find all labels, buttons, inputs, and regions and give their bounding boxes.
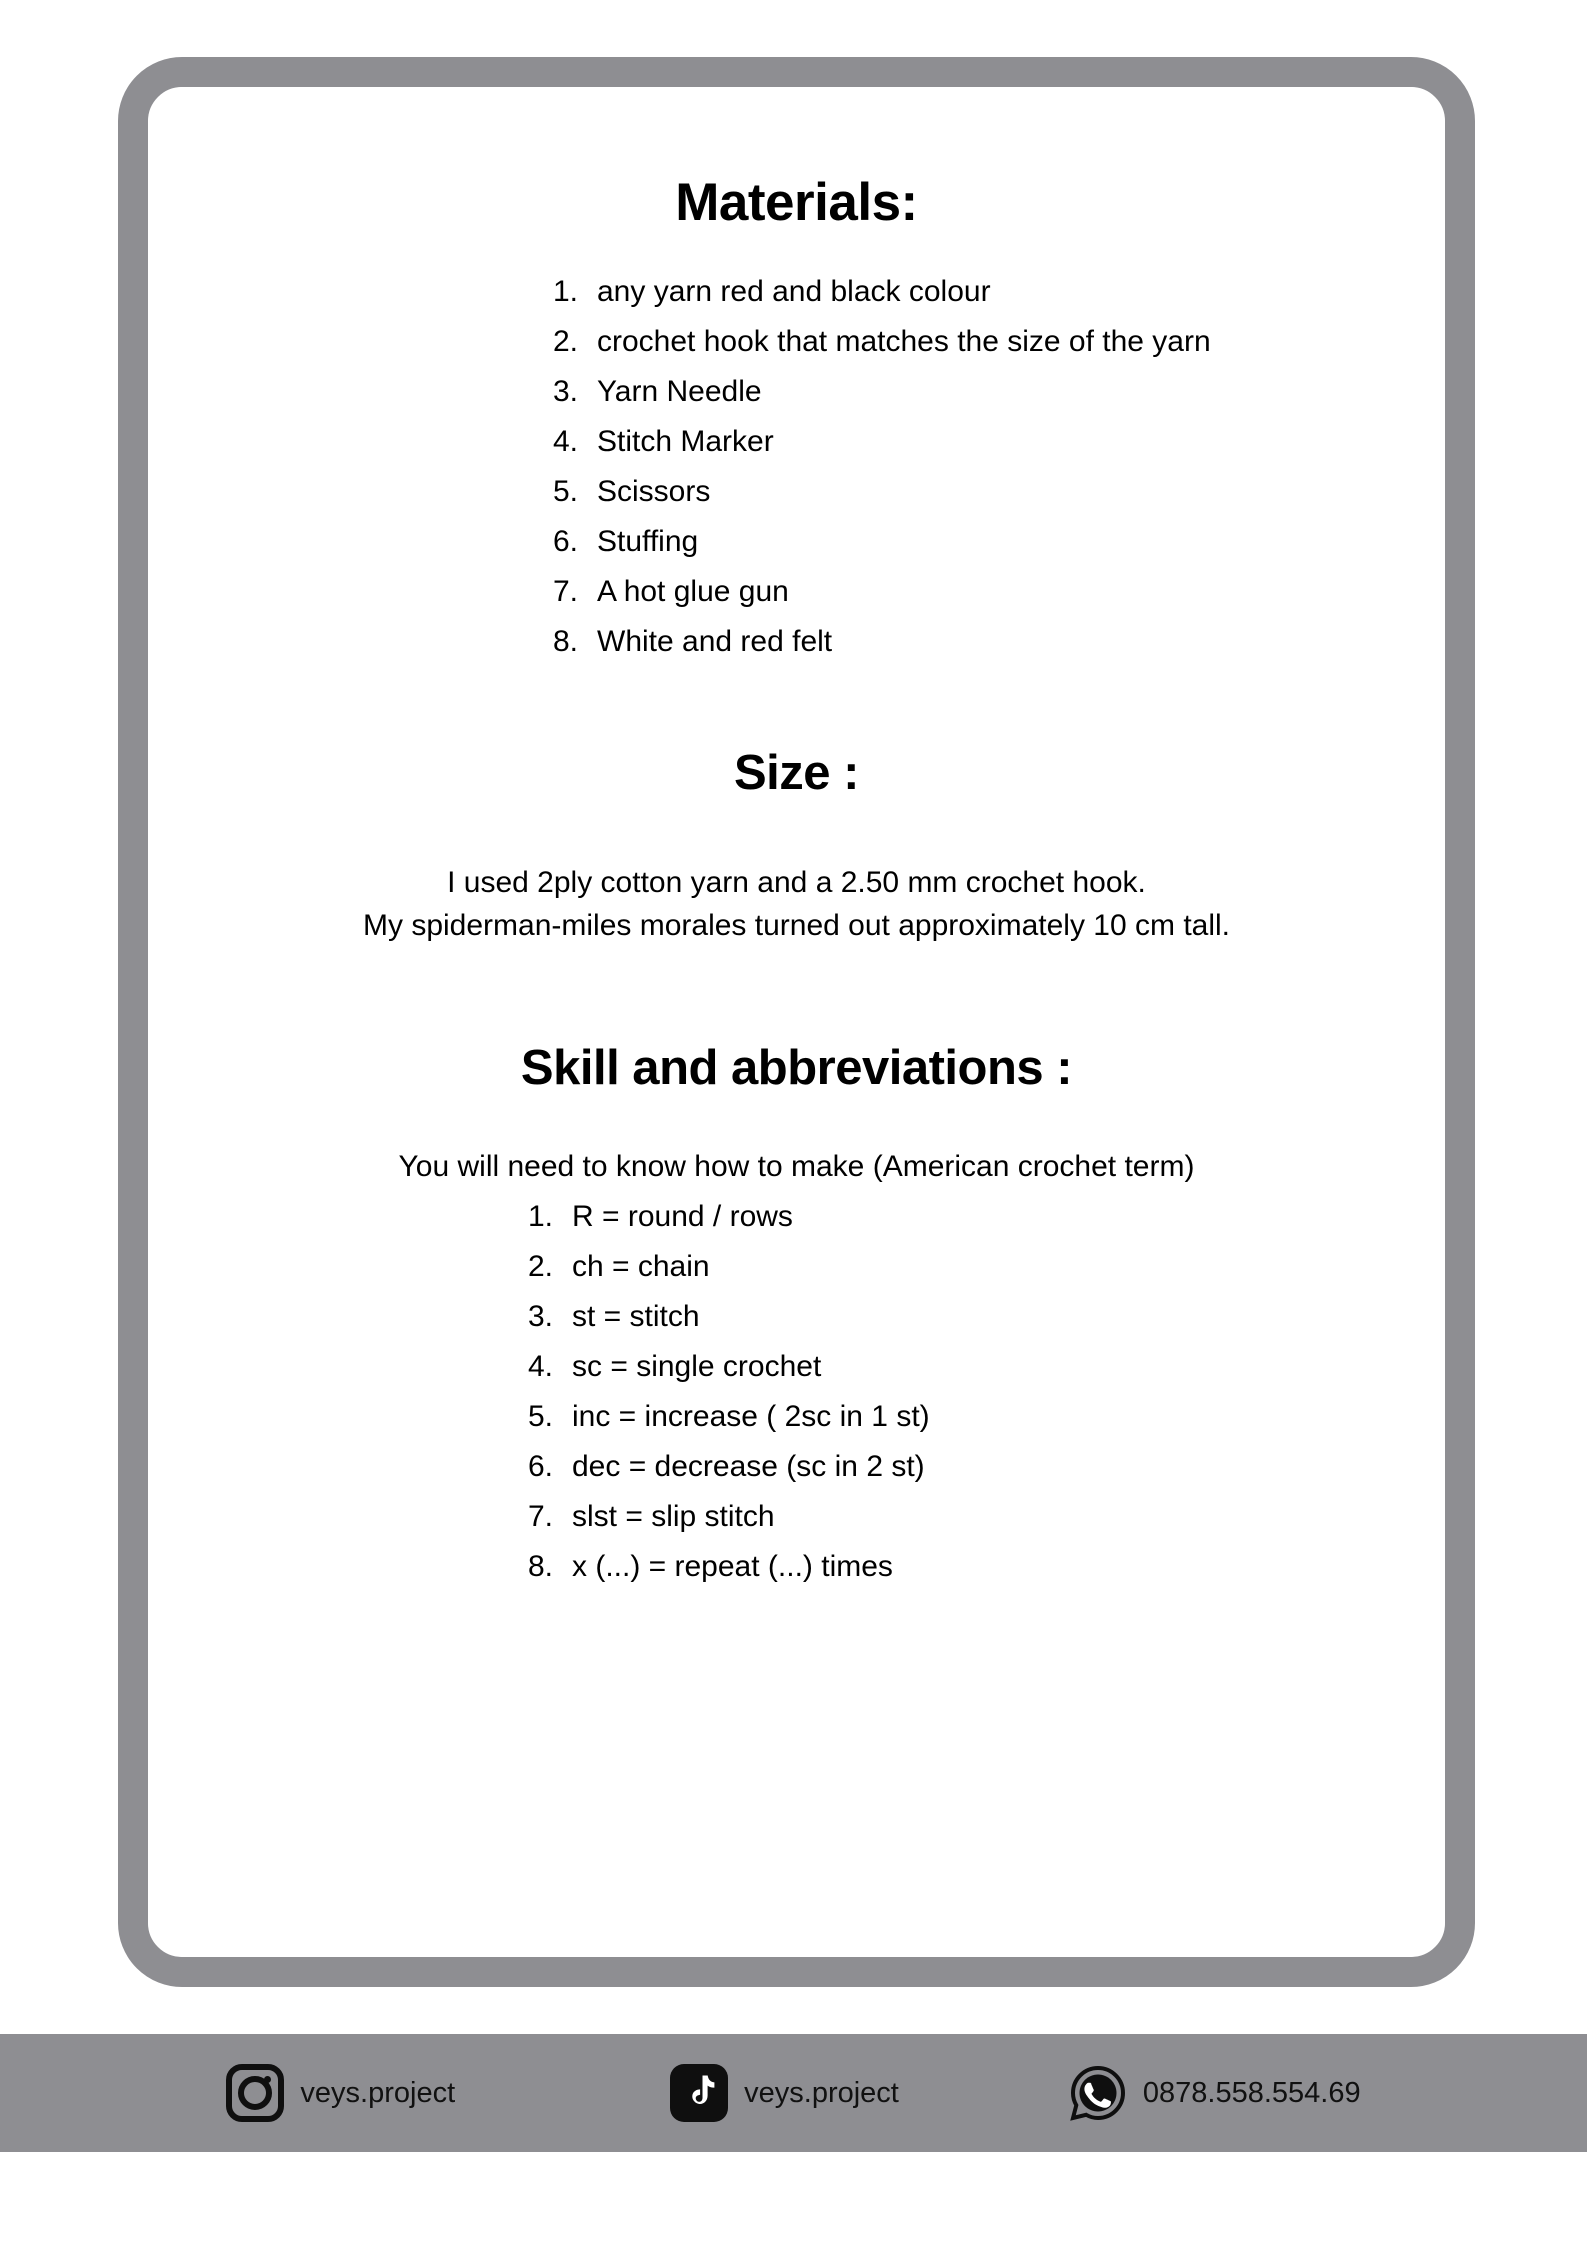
list-item-label: R = round / rows: [572, 1199, 793, 1233]
abbreviations-list: [528, 1198, 1395, 1586]
list-item: [528, 1548, 1395, 1586]
list-item-number: 6.: [553, 525, 579, 558]
list-item-number: 6.: [528, 1449, 554, 1483]
footer-tiktok[interactable]: [670, 2064, 899, 2122]
abbreviations-section: [198, 1198, 1395, 1586]
materials-list: [553, 273, 1395, 661]
list-item-label: x (...) = repeat (...) times: [572, 1549, 893, 1583]
list-item: [553, 373, 1395, 411]
footer-instagram[interactable]: [226, 2064, 455, 2122]
footer-whatsapp[interactable]: [1069, 2064, 1361, 2122]
instagram-handle: veys.project: [300, 2076, 456, 2109]
size-line-1: I used 2ply cotton yarn and a 2.50 mm crochet hook.: [447, 865, 1146, 899]
whatsapp-number: 0878.558.554.69: [1142, 2076, 1361, 2109]
list-item: [553, 423, 1395, 461]
list-item: [528, 1498, 1395, 1536]
list-item-label: Yarn Needle: [597, 375, 762, 408]
list-item: [528, 1248, 1395, 1286]
list-item-number: 5.: [553, 475, 579, 508]
list-item-label: sc = single crochet: [572, 1349, 822, 1383]
list-item: [553, 323, 1395, 361]
list-item-label: White and red felt: [597, 625, 833, 658]
footer-bar: [0, 2034, 1587, 2152]
list-item: [528, 1198, 1395, 1236]
materials-heading: Materials:: [675, 173, 918, 232]
skill-intro-text: You will need to know how to make (American crochet term): [398, 1149, 1195, 1183]
size-heading: Size :: [734, 745, 859, 800]
whatsapp-icon: [1069, 2064, 1127, 2122]
list-item-label: ch = chain: [572, 1249, 710, 1283]
list-item-label: A hot glue gun: [597, 575, 789, 608]
list-item-label: crochet hook that matches the size of the yarn: [597, 325, 1211, 358]
list-item-label: st = stitch: [572, 1299, 700, 1333]
list-item: [528, 1348, 1395, 1386]
list-item: [528, 1448, 1395, 1486]
skill-heading: Skill and abbreviations :: [520, 1040, 1073, 1095]
list-item: [553, 273, 1395, 311]
list-item-label: dec = decrease (sc in 2 st): [572, 1449, 925, 1483]
size-line-2: My spiderman-miles morales turned out approximately 10 cm tall.: [363, 909, 1230, 942]
list-item-number: 4.: [553, 425, 579, 458]
list-item: [553, 523, 1395, 561]
list-item-label: Stitch Marker: [597, 425, 774, 458]
list-item-number: 5.: [528, 1399, 554, 1433]
list-item-number: 4.: [528, 1349, 554, 1383]
list-item-label: slst = slip stitch: [572, 1499, 775, 1533]
list-item-number: 2.: [528, 1249, 554, 1283]
list-item-number: 2.: [553, 325, 579, 358]
page-frame: [118, 57, 1475, 1987]
list-item-number: 7.: [553, 575, 579, 608]
list-item-number: 1.: [528, 1199, 554, 1233]
size-section: [198, 861, 1395, 948]
page-sheet: [148, 87, 1445, 1957]
list-item: [553, 623, 1395, 661]
list-item: [553, 473, 1395, 511]
list-item-label: inc = increase ( 2sc in 1 st): [572, 1399, 930, 1433]
list-item-number: 3.: [553, 375, 579, 408]
materials-section: [198, 273, 1395, 661]
instagram-icon: [226, 2064, 284, 2122]
list-item-label: Scissors: [597, 475, 711, 508]
list-item-number: 8.: [528, 1549, 554, 1583]
list-item-number: 8.: [553, 625, 579, 658]
list-item-number: 7.: [528, 1499, 554, 1533]
list-item: [528, 1398, 1395, 1436]
tiktok-handle: veys.project: [744, 2076, 899, 2109]
tiktok-icon: [670, 2064, 728, 2122]
list-item: [553, 573, 1395, 611]
list-item-label: Stuffing: [597, 525, 699, 558]
list-item-label: any yarn red and black colour: [597, 275, 991, 308]
list-item-number: 1.: [553, 275, 579, 308]
list-item-number: 3.: [528, 1299, 554, 1333]
list-item: [528, 1298, 1395, 1336]
